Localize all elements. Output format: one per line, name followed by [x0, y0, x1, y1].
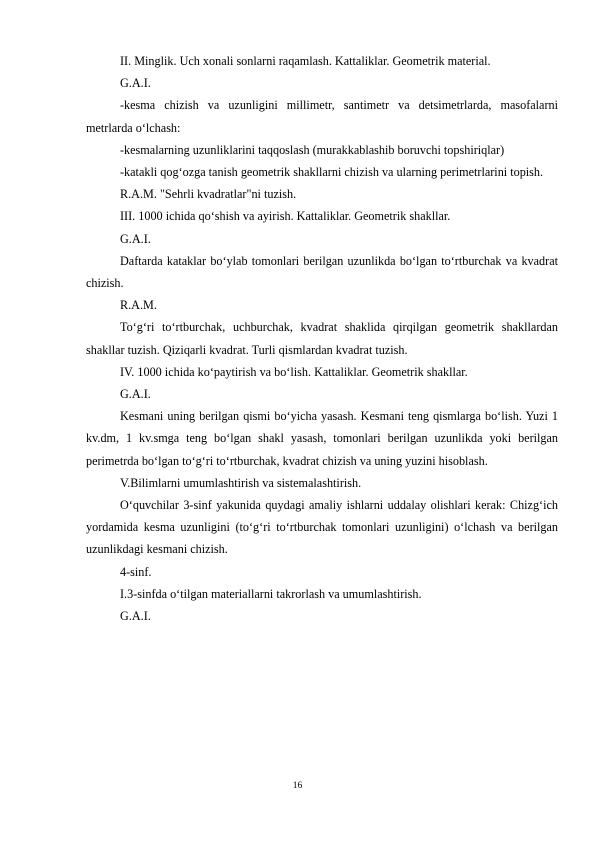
section-heading: I.3-sinfda o‘tilgan materiallarni takrorlash va umumlashtirish.: [120, 586, 422, 601]
section-heading: V.Bilimlarni umumlashtirish va sistemalashtirish.: [120, 475, 362, 490]
section-heading: II. Minglik. Uch xonali sonlarni raqamlash. Kattaliklar. Geometrik material.: [120, 54, 491, 68]
subheading: G.A.I.: [120, 387, 151, 402]
section-heading: IV. 1000 ichida ko‘paytirish va bo‘lish. Kattaliklar. Geometrik shakllar.: [120, 364, 468, 379]
paragraph: R.A.M. "Sehrli kvadratlar"ni tuzish.: [120, 187, 297, 202]
page-number: 16: [292, 781, 303, 791]
document-page: [86, 50, 558, 627]
paragraph: Daftarda kataklar bo‘ylab tomonlari berilgan uzunlikda bo‘lgan to‘rtburchak va kvadrat chizish.: [86, 253, 558, 291]
paragraph: To‘g‘ri to‘rtburchak, uchburchak, kvadrat shaklida qirqilgan geometrik shakllardan shakllar tuzish. Qiziqarli kvadrat. Turli qismlardan kvadrat tuzish.: [86, 320, 558, 357]
paragraph: -katakli qog‘ozga tanish geometrik shakllarni chizish va ularning perimetrlarini topish.: [120, 165, 544, 180]
subheading: G.A.I.: [120, 76, 151, 91]
grade-heading: 4-sinf.: [120, 564, 152, 579]
paragraph: -kesmalarning uzunliklarini taqqoslash (murakkablashib boruvchi topshiriqlar): [120, 142, 505, 157]
paragraph: -kesma chizish va uzunligini millimetr, santimetr va detsimetrlarda, masofalarni metrlarda o‘lchash:: [86, 98, 558, 135]
section-heading: III. 1000 ichida qo‘shish va ayirish. Kattaliklar. Geometrik shakllar.: [120, 209, 451, 224]
subheading: R.A.M.: [120, 298, 157, 313]
paragraph: Kesmani uning berilgan qismi bo‘yicha yasash. Kesmani teng qismlarga bo‘lish. Yuzi 1 kv.dm, 1 kv.smga teng bo‘lgan shakl yasash, tomonlari berilgan uzunlikda yoki berilgan perimetrda bo‘lgan to‘g‘ri to‘rtburchak, kvadrat chizish va uning yuzini hisoblash.: [86, 409, 558, 468]
subheading: G.A.I.: [120, 231, 151, 246]
subheading: G.A.I.: [120, 609, 151, 624]
paragraph: O‘quvchilar 3-sinf yakunida quydagi amaliy ishlarni uddalay olishlari kerak: Chizg‘ich yordamida kesma uzunligini (to‘g‘ri to‘rtburchak tomonlari uzunligini) o‘lchash va berilgan uzunlikdagi kesmani chizish.: [86, 498, 558, 557]
